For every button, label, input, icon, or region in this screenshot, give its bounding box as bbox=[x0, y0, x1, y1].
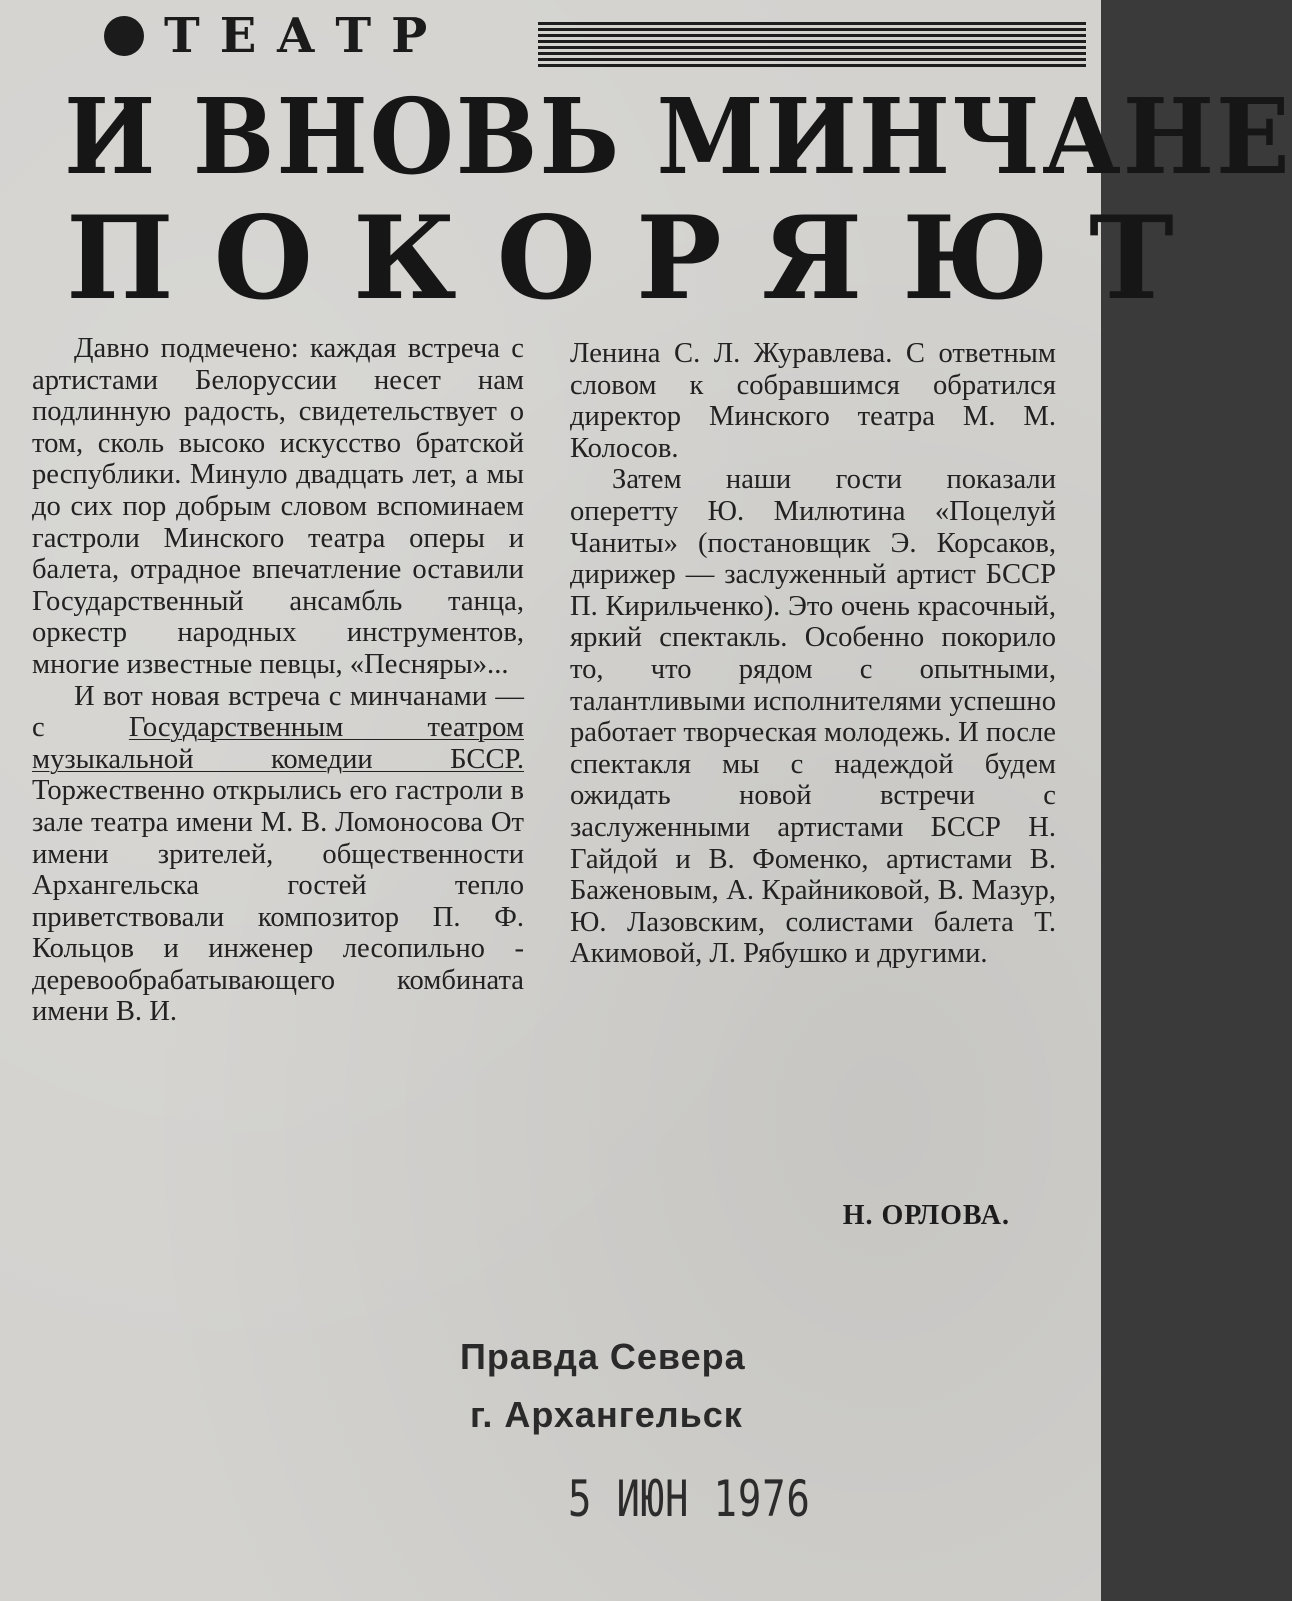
headline-line-1: И ВНОВЬ МИНЧАНЕ bbox=[64, 75, 1292, 198]
newspaper-stamp-name: Правда Севера bbox=[460, 1336, 746, 1377]
rubric-header bbox=[104, 8, 447, 64]
bullet-icon bbox=[104, 16, 144, 56]
paragraph-2-start: И вот новая встреча с минчанами — с bbox=[32, 680, 524, 744]
date-stamp: 5 ИЮН 1976 bbox=[568, 1470, 811, 1528]
rubric-title: ТЕАТР bbox=[164, 8, 448, 64]
rubric-rule-lines bbox=[538, 22, 1086, 68]
paragraph-4: Затем наши гости показали оперетту Ю. Милютина «Поцелуй Чаниты» (постановщик Э. Корсаков, дирижер — заслуженный артист БССР П. Кирильченко). Это очень красочный, яркий спектакль. Особенно покорило то, что рядом с опытными, талантливыми исполнителями успешно работает творческая молодежь. И после спектакля мы с надеждой будем ожидать новой встречи с заслуженными артистами БССР Н. Гайдой и В. Фоменко, артистами В. Баженовым, А. Крайниковой, В. Мазур, Ю. Лазовским, солистами балета Т. Акимовой, Л. Рябушко и другими. bbox=[570, 464, 1056, 970]
article-column-left bbox=[32, 333, 524, 1028]
paragraph-1: Давно подмечено: каждая встреча с артистами Белоруссии несет нам подлинную радость, свидетельствует о том, сколь высоко искусство братской республики. Минуло двадцать лет, а мы до сих пор добрым словом вспоминаем гастроли Минского театра оперы и балета, отрадное впечатление оставили Государственный ансамбль танца, оркестр народных инструментов, многие известные певцы, «Песняры»... bbox=[32, 333, 524, 680]
newspaper-stamp-city: г. Архангельск bbox=[470, 1394, 743, 1435]
author-signature: Н. ОРЛОВА. bbox=[842, 1200, 1010, 1231]
theatre-name-underlined: Государственным театром музыкальной комедии БССР. bbox=[32, 712, 524, 775]
paragraph-2 bbox=[32, 681, 524, 1029]
article-column-right bbox=[570, 338, 1056, 970]
paragraph-3: Ленина С. Л. Журавлева. С ответным словом к собравшимся обратился директор Минского театра М. М. Колосов. bbox=[570, 338, 1056, 464]
paragraph-2-end: Торжественно открылись его гастроли в зале театра имени М. В. Ломоносова От имени зрителей, общественности Архангельска гостей тепло приветствовали композитор П. Ф. Кольцов и инженер лесопильно - деревообрабатывающего комбината имени В. И. bbox=[32, 775, 524, 1028]
headline-line-2: ПОКОРЯЮТ bbox=[66, 191, 1214, 325]
